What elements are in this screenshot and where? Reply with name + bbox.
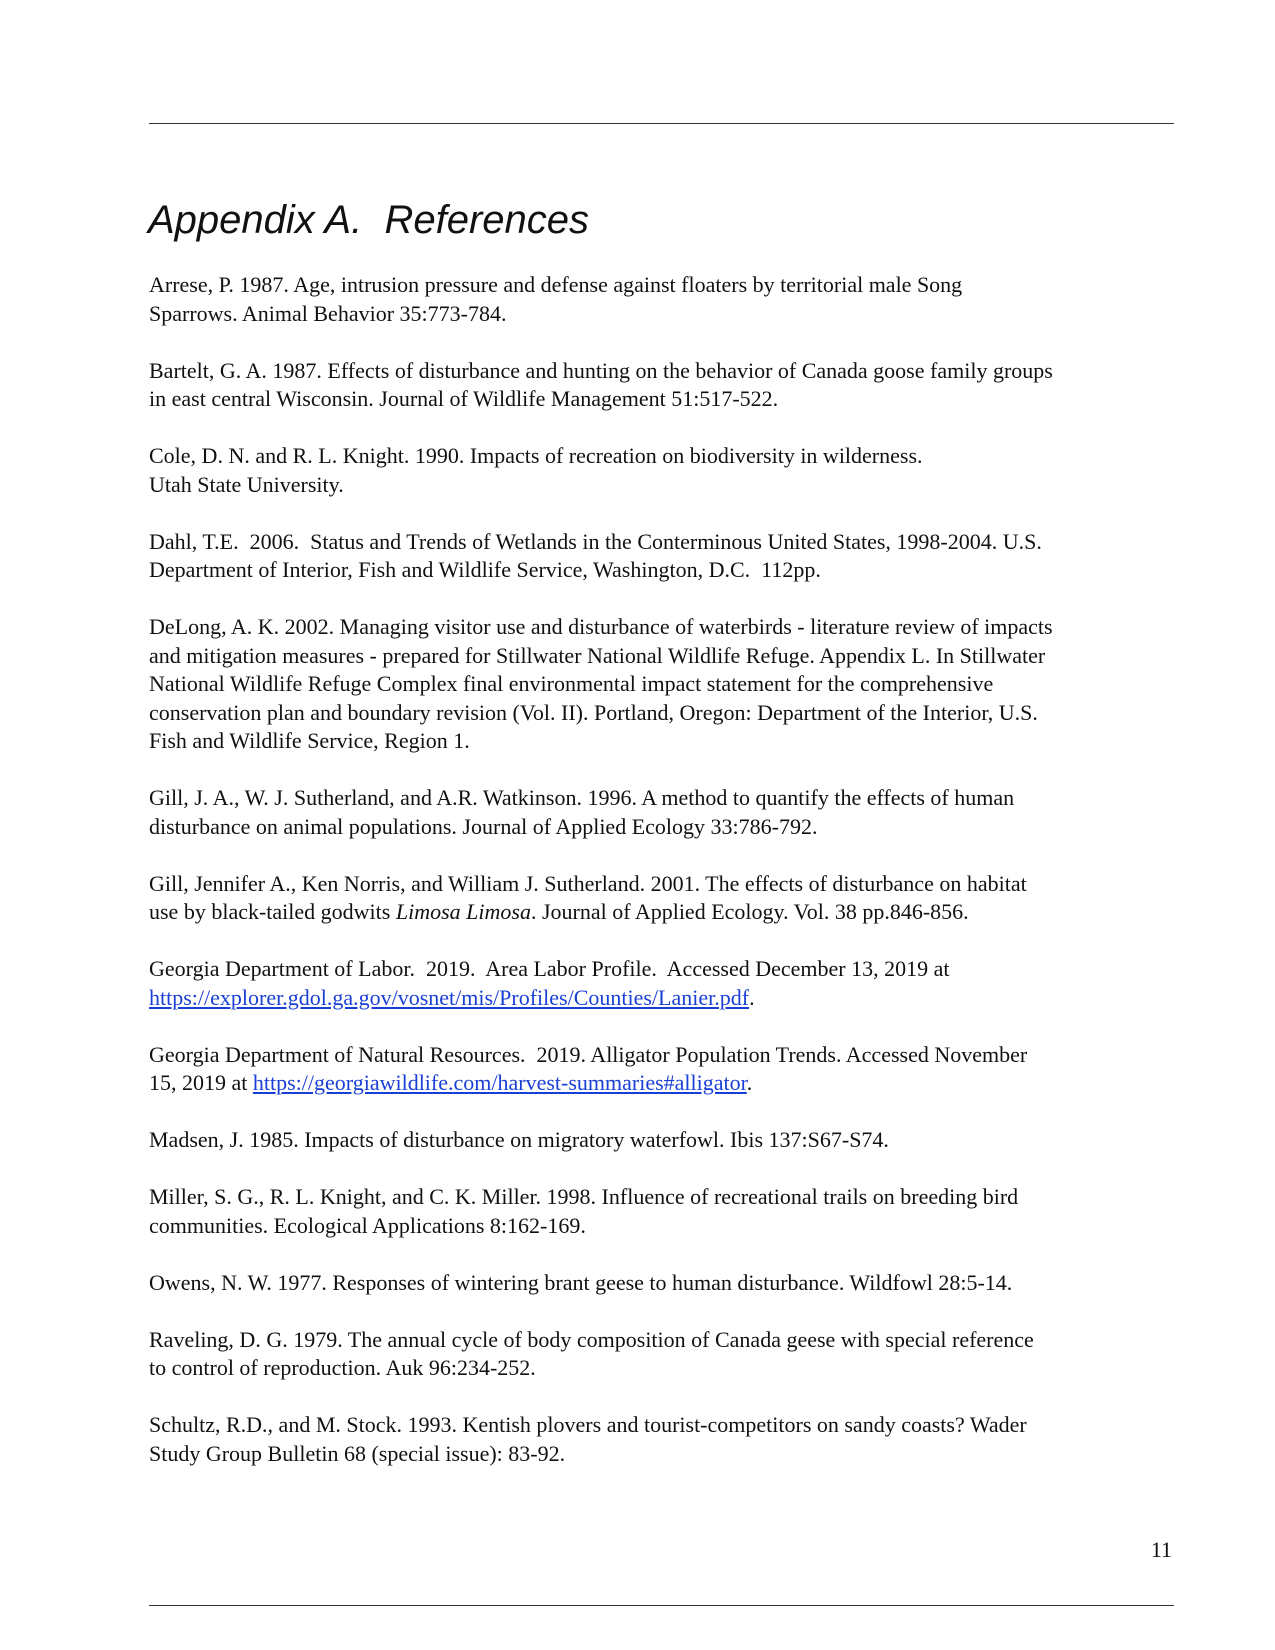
- header-rule: [149, 123, 1174, 124]
- reference-text: to control of reproduction. Auk 96:234-252.: [149, 1355, 536, 1380]
- reference-text: Georgia Department of Labor. 2019. Area Labor Profile. Accessed December 13, 2019 at: [149, 956, 950, 981]
- reference-item: [149, 1041, 1179, 1098]
- reference-item: [149, 1183, 1179, 1240]
- reference-item: [149, 442, 1179, 499]
- reference-text: Study Group Bulletin 68 (special issue): 83-92.: [149, 1440, 566, 1466]
- species-name: Limosa Limosa: [395, 899, 531, 924]
- reference-text: Madsen, J. 1985. Impacts of disturbance on migratory waterfowl. Ibis 137:S67-S74.: [149, 1127, 889, 1152]
- reference-text: Bartelt, G. A. 1987. Effects of disturbance and hunting on the behavior of Canada goose family groups: [149, 357, 1053, 383]
- reference-text: Fish and Wildlife Service, Region 1.: [149, 728, 470, 753]
- reference-text: National Wildlife Refuge Complex final environmental impact statement for the comprehensive: [149, 671, 994, 696]
- reference-text: communities. Ecological Applications 8:162-169.: [149, 1212, 586, 1238]
- reference-text: Miller, S. G., R. L. Knight, and C. K. Miller. 1998. Influence of recreational trails on breeding bird: [149, 1184, 1019, 1209]
- reference-item: [149, 1126, 1179, 1155]
- reference-item: [149, 870, 1179, 927]
- reference-item: [149, 1326, 1179, 1383]
- reference-text: Cole, D. N. and R. L. Knight. 1990. Impacts of recreation on biodiversity in wilderness.: [149, 443, 923, 468]
- reference-text: conservation plan and boundary revision (Vol. II). Portland, Oregon: Department of the Interior, U.S.: [149, 699, 1038, 725]
- reference-text: Utah State University.: [149, 471, 344, 497]
- reference-text: DeLong, A. K. 2002. Managing visitor use and disturbance of waterbirds - literature review of impacts: [149, 614, 1053, 639]
- reference-item: [149, 613, 1179, 756]
- reference-item: [149, 271, 1179, 328]
- reference-text: Georgia Department of Natural Resources. 2019. Alligator Population Trends. Accessed November: [149, 1041, 1028, 1067]
- reference-text: Raveling, D. G. 1979. The annual cycle of body composition of Canada geese with special reference: [149, 1326, 1034, 1352]
- reference-text: disturbance on animal populations. Journal of Applied Ecology 33:786-792.: [149, 813, 818, 839]
- reference-text: .: [746, 1070, 753, 1095]
- page-title: Appendix A. References: [148, 198, 589, 242]
- reference-text: .: [749, 984, 755, 1010]
- reference-link[interactable]: https://explorer.gdol.ga.gov/vosnet/mis/Profiles/Counties/Lanier.pdf: [149, 984, 750, 1010]
- reference-text: 15, 2019 at: [149, 1070, 253, 1095]
- reference-text: in east central Wisconsin. Journal of Wildlife Management 51:517-522.: [149, 386, 779, 411]
- reference-text-line: [149, 1069, 1179, 1098]
- reference-item: [149, 357, 1179, 414]
- reference-text: Schultz, R.D., and M. Stock. 1993. Kentish plovers and tourist-competitors on sandy coasts? Wader: [149, 1412, 1027, 1437]
- reference-item: [149, 1269, 1179, 1298]
- footer-rule: [149, 1605, 1174, 1606]
- reference-text: Gill, J. A., W. J. Sutherland, and A.R. Watkinson. 1996. A method to quantify the effects of human: [149, 785, 1015, 810]
- reference-text: Dahl, T.E. 2006. Status and Trends of Wetlands in the Conterminous United States, 1998-2004. U.S.: [149, 528, 1042, 554]
- reference-text: use by black-tailed godwits: [149, 899, 396, 924]
- reference-list: [149, 271, 1179, 1497]
- reference-link[interactable]: https://georgiawildlife.com/harvest-summaries#alligator: [252, 1070, 747, 1095]
- page-number: 11: [1150, 1537, 1172, 1562]
- reference-text: . Journal of Applied Ecology. Vol. 38 pp.846-856.: [530, 899, 969, 924]
- reference-text-line: [149, 984, 1179, 1013]
- reference-text: Department of Interior, Fish and Wildlife Service, Washington, D.C. 112pp.: [149, 557, 821, 582]
- reference-item: [149, 528, 1179, 585]
- reference-text: Gill, Jennifer A., Ken Norris, and William J. Sutherland. 2001. The effects of disturbance on habitat: [149, 870, 1027, 896]
- reference-item: [149, 784, 1179, 841]
- reference-text: Arrese, P. 1987. Age, intrusion pressure and defense against floaters by territorial male Song: [149, 272, 963, 297]
- reference-text: Owens, N. W. 1977. Responses of wintering brant geese to human disturbance. Wildfowl 28:5-14.: [149, 1269, 1013, 1295]
- reference-text: and mitigation measures - prepared for Stillwater National Wildlife Refuge. Appendix L. In Stillwater: [149, 642, 1046, 668]
- reference-text: Sparrows. Animal Behavior 35:773-784.: [149, 300, 507, 326]
- reference-item: [149, 955, 1179, 1012]
- reference-text-line: [149, 898, 1179, 927]
- reference-item: [149, 1411, 1179, 1468]
